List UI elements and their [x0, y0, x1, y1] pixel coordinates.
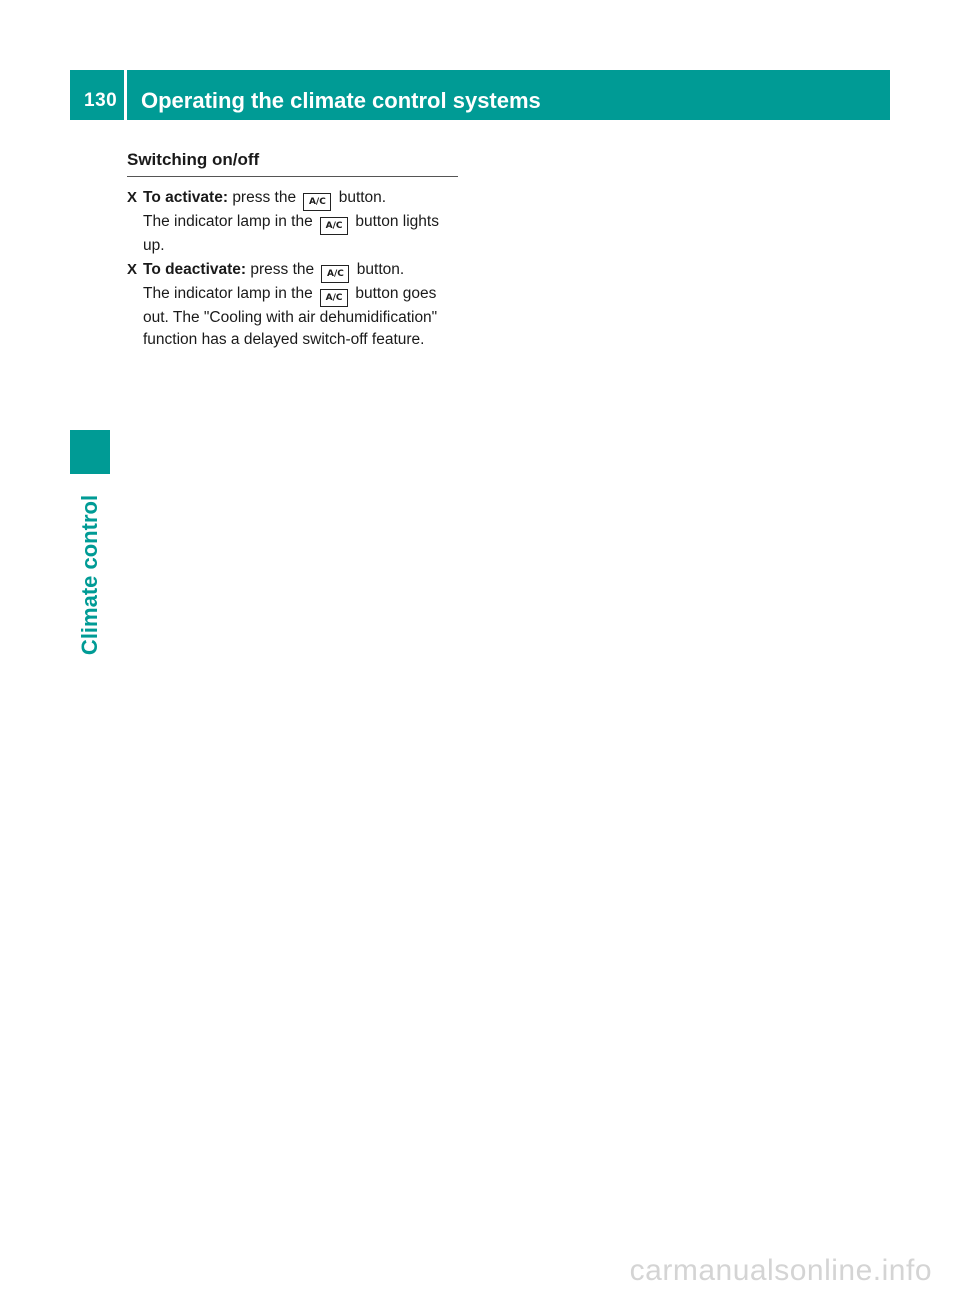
content-column: [127, 150, 458, 353]
chapter-title: Operating the climate control systems: [141, 88, 541, 113]
side-tab: [70, 490, 110, 660]
result-text: button goes out. The "Cooling with air dehumidification" function has a delayed switch-off feature.: [143, 285, 438, 348]
page-header-bar: [70, 70, 890, 120]
step-lead: To activate:: [143, 189, 228, 206]
result-text: button lights up.: [143, 213, 439, 254]
result-text: The indicator lamp in the: [143, 285, 313, 302]
step-lead: To deactivate:: [143, 261, 247, 278]
instruction-step-deactivate: [127, 259, 458, 351]
section-heading: Switching on/off: [127, 150, 458, 177]
ac-button-icon: A/C: [320, 217, 348, 235]
instruction-step-activate: [127, 187, 458, 257]
side-tab-label: Climate control: [77, 494, 103, 656]
step-text: button.: [338, 189, 387, 206]
step-marker-icon: X: [127, 261, 138, 278]
watermark: carmanualsonline.info: [629, 1254, 932, 1287]
side-tab-marker: [70, 430, 110, 474]
step-text: press the: [232, 189, 297, 206]
ac-button-icon: A/C: [303, 193, 331, 211]
step-marker-icon: X: [127, 189, 138, 206]
step-text: press the: [250, 261, 315, 278]
ac-button-icon: A/C: [320, 289, 348, 307]
header-divider: [124, 70, 127, 120]
page-number: 130: [84, 90, 118, 111]
step-text: button.: [356, 261, 405, 278]
result-text: The indicator lamp in the: [143, 213, 313, 230]
ac-button-icon: A/C: [321, 265, 349, 283]
